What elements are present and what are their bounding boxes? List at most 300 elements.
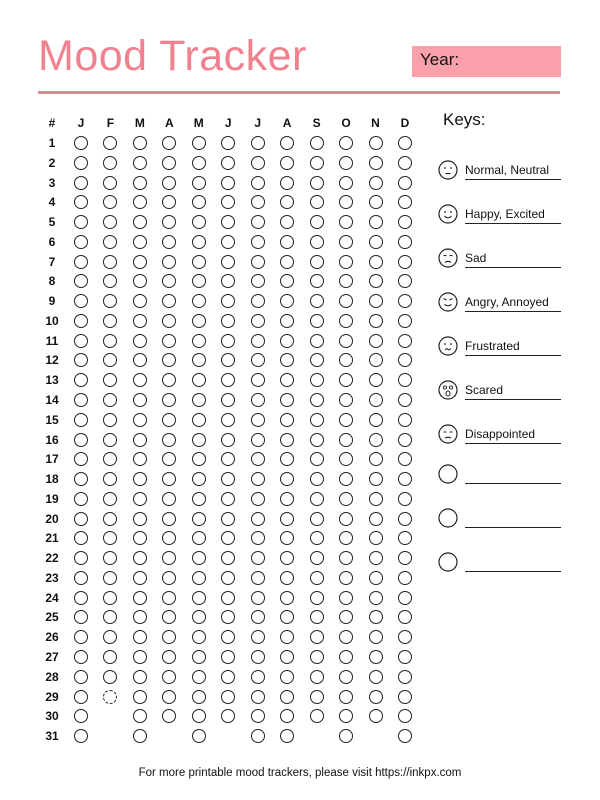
mood-cell[interactable]	[103, 294, 117, 308]
mood-cell[interactable]	[133, 353, 147, 367]
mood-cell[interactable]	[103, 591, 117, 605]
mood-cell[interactable]	[162, 334, 176, 348]
mood-cell[interactable]	[251, 413, 265, 427]
mood-cell[interactable]	[398, 294, 412, 308]
mood-cell[interactable]	[133, 492, 147, 506]
mood-cell[interactable]	[398, 531, 412, 545]
mood-cell[interactable]	[192, 314, 206, 328]
mood-cell[interactable]	[280, 373, 294, 387]
mood-cell[interactable]	[280, 136, 294, 150]
mood-cell[interactable]	[103, 531, 117, 545]
mood-cell[interactable]	[280, 235, 294, 249]
mood-cell[interactable]	[280, 353, 294, 367]
mood-cell[interactable]	[103, 176, 117, 190]
mood-cell[interactable]	[221, 433, 235, 447]
mood-cell[interactable]	[398, 591, 412, 605]
mood-cell[interactable]	[133, 136, 147, 150]
mood-cell[interactable]	[398, 472, 412, 486]
mood-cell[interactable]	[133, 176, 147, 190]
mood-cell[interactable]	[74, 235, 88, 249]
mood-cell[interactable]	[398, 630, 412, 644]
mood-cell[interactable]	[162, 195, 176, 209]
mood-cell[interactable]	[74, 393, 88, 407]
mood-cell[interactable]	[192, 630, 206, 644]
mood-cell[interactable]	[192, 571, 206, 585]
mood-cell[interactable]	[369, 393, 383, 407]
mood-cell[interactable]	[192, 610, 206, 624]
mood-cell[interactable]	[162, 353, 176, 367]
mood-cell[interactable]	[369, 294, 383, 308]
mood-cell[interactable]	[339, 353, 353, 367]
mood-cell[interactable]	[74, 571, 88, 585]
mood-cell[interactable]	[369, 472, 383, 486]
mood-cell[interactable]	[221, 591, 235, 605]
mood-cell[interactable]	[398, 610, 412, 624]
mood-cell[interactable]	[133, 433, 147, 447]
mood-cell[interactable]	[133, 472, 147, 486]
mood-cell[interactable]	[74, 630, 88, 644]
mood-cell[interactable]	[369, 650, 383, 664]
mood-cell[interactable]	[74, 670, 88, 684]
mood-cell[interactable]	[103, 452, 117, 466]
mood-cell[interactable]	[280, 255, 294, 269]
mood-cell[interactable]	[74, 690, 88, 704]
mood-cell[interactable]	[221, 690, 235, 704]
mood-cell[interactable]	[310, 512, 324, 526]
mood-cell[interactable]	[339, 334, 353, 348]
mood-cell[interactable]	[280, 294, 294, 308]
mood-cell[interactable]	[192, 136, 206, 150]
mood-cell[interactable]	[133, 512, 147, 526]
mood-cell[interactable]	[74, 610, 88, 624]
mood-cell[interactable]	[192, 551, 206, 565]
mood-cell[interactable]	[192, 156, 206, 170]
mood-cell[interactable]	[398, 195, 412, 209]
mood-cell[interactable]	[339, 274, 353, 288]
mood-cell[interactable]	[280, 571, 294, 585]
mood-cell[interactable]	[192, 670, 206, 684]
mood-cell[interactable]	[369, 176, 383, 190]
mood-cell[interactable]	[192, 274, 206, 288]
mood-cell[interactable]	[192, 472, 206, 486]
mood-cell[interactable]	[310, 571, 324, 585]
mood-cell[interactable]	[162, 176, 176, 190]
mood-cell[interactable]	[339, 136, 353, 150]
mood-cell[interactable]	[310, 433, 324, 447]
mood-cell[interactable]	[398, 215, 412, 229]
mood-cell[interactable]	[192, 512, 206, 526]
mood-cell[interactable]	[103, 393, 117, 407]
mood-cell[interactable]	[192, 235, 206, 249]
mood-cell[interactable]	[310, 630, 324, 644]
mood-cell[interactable]	[339, 433, 353, 447]
mood-cell[interactable]	[192, 294, 206, 308]
mood-cell[interactable]	[162, 551, 176, 565]
mood-cell[interactable]	[162, 393, 176, 407]
mood-cell[interactable]	[221, 610, 235, 624]
mood-cell[interactable]	[74, 353, 88, 367]
mood-cell[interactable]	[133, 314, 147, 328]
mood-cell[interactable]	[74, 176, 88, 190]
mood-cell[interactable]	[133, 195, 147, 209]
mood-cell[interactable]	[280, 670, 294, 684]
mood-cell[interactable]	[221, 413, 235, 427]
mood-cell[interactable]	[310, 472, 324, 486]
mood-cell[interactable]	[74, 512, 88, 526]
mood-cell[interactable]	[369, 591, 383, 605]
mood-cell[interactable]	[280, 195, 294, 209]
mood-cell[interactable]	[221, 334, 235, 348]
mood-cell[interactable]	[221, 136, 235, 150]
mood-cell[interactable]	[280, 393, 294, 407]
mood-cell[interactable]	[398, 571, 412, 585]
mood-cell[interactable]	[162, 531, 176, 545]
mood-cell[interactable]	[162, 610, 176, 624]
mood-cell[interactable]	[221, 393, 235, 407]
mood-cell[interactable]	[339, 314, 353, 328]
mood-cell[interactable]	[74, 413, 88, 427]
mood-cell[interactable]	[369, 136, 383, 150]
mood-cell[interactable]	[221, 215, 235, 229]
mood-cell[interactable]	[310, 353, 324, 367]
mood-cell[interactable]	[339, 195, 353, 209]
mood-cell[interactable]	[280, 531, 294, 545]
mood-cell[interactable]	[103, 472, 117, 486]
mood-cell[interactable]	[74, 709, 88, 723]
mood-cell[interactable]	[251, 215, 265, 229]
mood-cell[interactable]	[162, 630, 176, 644]
mood-cell[interactable]	[398, 452, 412, 466]
mood-cell[interactable]	[221, 274, 235, 288]
mood-cell[interactable]	[103, 610, 117, 624]
mood-cell[interactable]	[103, 215, 117, 229]
mood-cell[interactable]	[133, 156, 147, 170]
mood-cell[interactable]	[192, 650, 206, 664]
mood-cell[interactable]	[310, 591, 324, 605]
mood-cell[interactable]	[310, 393, 324, 407]
mood-cell[interactable]	[221, 492, 235, 506]
mood-cell[interactable]	[221, 512, 235, 526]
mood-cell[interactable]	[133, 334, 147, 348]
mood-cell[interactable]	[398, 373, 412, 387]
mood-cell[interactable]	[192, 176, 206, 190]
mood-cell[interactable]	[221, 531, 235, 545]
mood-cell[interactable]	[251, 255, 265, 269]
mood-cell[interactable]	[310, 670, 324, 684]
mood-cell[interactable]	[133, 413, 147, 427]
mood-cell[interactable]	[251, 610, 265, 624]
mood-cell[interactable]	[251, 670, 265, 684]
mood-cell[interactable]	[251, 452, 265, 466]
mood-cell[interactable]	[369, 512, 383, 526]
mood-cell[interactable]	[251, 690, 265, 704]
mood-cell[interactable]	[162, 433, 176, 447]
mood-cell[interactable]	[74, 314, 88, 328]
mood-cell[interactable]	[192, 452, 206, 466]
mood-cell[interactable]	[280, 630, 294, 644]
mood-cell[interactable]	[369, 531, 383, 545]
mood-cell[interactable]	[103, 274, 117, 288]
mood-cell[interactable]	[133, 452, 147, 466]
mood-cell[interactable]	[74, 452, 88, 466]
mood-cell[interactable]	[162, 294, 176, 308]
mood-cell[interactable]	[369, 274, 383, 288]
mood-cell[interactable]	[251, 235, 265, 249]
mood-cell[interactable]	[339, 393, 353, 407]
mood-cell[interactable]	[221, 314, 235, 328]
mood-cell[interactable]	[103, 255, 117, 269]
mood-cell[interactable]	[310, 255, 324, 269]
mood-cell[interactable]	[310, 235, 324, 249]
mood-cell[interactable]	[339, 551, 353, 565]
mood-cell[interactable]	[221, 294, 235, 308]
mood-cell[interactable]	[162, 709, 176, 723]
mood-cell[interactable]	[162, 670, 176, 684]
mood-cell[interactable]	[251, 709, 265, 723]
mood-cell[interactable]	[74, 650, 88, 664]
mood-cell[interactable]	[192, 729, 206, 743]
mood-cell[interactable]	[280, 591, 294, 605]
mood-cell[interactable]	[398, 274, 412, 288]
mood-cell[interactable]	[339, 413, 353, 427]
mood-cell[interactable]	[74, 255, 88, 269]
mood-cell[interactable]	[133, 650, 147, 664]
mood-cell[interactable]	[369, 373, 383, 387]
mood-cell[interactable]	[221, 670, 235, 684]
mood-cell[interactable]	[310, 413, 324, 427]
mood-cell[interactable]	[398, 690, 412, 704]
mood-cell[interactable]	[280, 709, 294, 723]
mood-cell[interactable]	[310, 610, 324, 624]
mood-cell[interactable]	[133, 670, 147, 684]
mood-cell[interactable]	[192, 373, 206, 387]
mood-cell[interactable]	[398, 314, 412, 328]
mood-cell[interactable]	[221, 353, 235, 367]
mood-cell[interactable]	[398, 492, 412, 506]
mood-cell[interactable]	[251, 195, 265, 209]
mood-cell[interactable]	[162, 255, 176, 269]
mood-cell[interactable]	[369, 195, 383, 209]
mood-cell[interactable]	[280, 156, 294, 170]
mood-cell[interactable]	[74, 294, 88, 308]
mood-cell[interactable]	[221, 452, 235, 466]
mood-cell[interactable]	[251, 512, 265, 526]
mood-cell[interactable]	[339, 650, 353, 664]
mood-cell[interactable]	[133, 690, 147, 704]
mood-cell[interactable]	[398, 393, 412, 407]
mood-cell[interactable]	[251, 274, 265, 288]
mood-cell[interactable]	[133, 215, 147, 229]
mood-cell[interactable]	[221, 472, 235, 486]
mood-cell[interactable]	[310, 176, 324, 190]
mood-cell[interactable]	[133, 274, 147, 288]
mood-cell[interactable]	[310, 373, 324, 387]
mood-cell[interactable]	[74, 215, 88, 229]
mood-cell[interactable]	[192, 215, 206, 229]
mood-cell[interactable]	[192, 690, 206, 704]
mood-cell[interactable]	[339, 531, 353, 545]
mood-cell[interactable]	[192, 334, 206, 348]
mood-cell[interactable]	[162, 136, 176, 150]
mood-cell[interactable]	[310, 195, 324, 209]
mood-cell[interactable]	[310, 274, 324, 288]
mood-cell[interactable]	[339, 610, 353, 624]
mood-cell[interactable]	[251, 314, 265, 328]
mood-cell[interactable]	[221, 235, 235, 249]
mood-cell[interactable]	[251, 176, 265, 190]
mood-cell[interactable]	[398, 235, 412, 249]
mood-cell[interactable]	[221, 176, 235, 190]
mood-cell[interactable]	[103, 314, 117, 328]
mood-cell[interactable]	[369, 492, 383, 506]
mood-cell[interactable]	[369, 156, 383, 170]
mood-cell[interactable]	[369, 690, 383, 704]
mood-cell[interactable]	[251, 630, 265, 644]
mood-cell[interactable]	[133, 294, 147, 308]
mood-cell[interactable]	[133, 393, 147, 407]
mood-cell[interactable]	[310, 156, 324, 170]
mood-cell[interactable]	[221, 255, 235, 269]
mood-cell[interactable]	[103, 630, 117, 644]
mood-cell[interactable]	[133, 709, 147, 723]
mood-cell[interactable]	[103, 571, 117, 585]
mood-cell[interactable]	[192, 393, 206, 407]
mood-cell[interactable]	[133, 531, 147, 545]
mood-cell[interactable]	[74, 729, 88, 743]
mood-cell[interactable]	[339, 709, 353, 723]
mood-cell[interactable]	[369, 630, 383, 644]
mood-cell[interactable]	[369, 255, 383, 269]
mood-cell[interactable]	[280, 650, 294, 664]
mood-cell[interactable]	[74, 195, 88, 209]
mood-cell[interactable]	[192, 591, 206, 605]
mood-cell[interactable]	[74, 591, 88, 605]
mood-cell[interactable]	[310, 334, 324, 348]
mood-cell[interactable]	[398, 709, 412, 723]
mood-cell[interactable]	[221, 551, 235, 565]
mood-cell[interactable]	[310, 452, 324, 466]
mood-cell[interactable]	[369, 235, 383, 249]
mood-cell[interactable]	[103, 334, 117, 348]
mood-cell[interactable]	[103, 670, 117, 684]
mood-cell[interactable]	[398, 670, 412, 684]
mood-cell[interactable]	[251, 353, 265, 367]
mood-cell[interactable]	[162, 373, 176, 387]
mood-cell[interactable]	[133, 729, 147, 743]
mood-cell[interactable]	[369, 433, 383, 447]
mood-cell[interactable]	[251, 650, 265, 664]
mood-cell[interactable]	[162, 690, 176, 704]
mood-cell[interactable]	[251, 433, 265, 447]
mood-cell[interactable]	[162, 472, 176, 486]
mood-cell[interactable]	[74, 156, 88, 170]
mood-cell[interactable]	[133, 591, 147, 605]
mood-cell[interactable]	[251, 729, 265, 743]
mood-cell[interactable]	[221, 195, 235, 209]
mood-cell[interactable]	[74, 373, 88, 387]
mood-cell[interactable]	[103, 413, 117, 427]
mood-cell[interactable]	[369, 571, 383, 585]
mood-cell[interactable]	[74, 433, 88, 447]
mood-cell[interactable]	[162, 591, 176, 605]
mood-cell[interactable]	[369, 452, 383, 466]
mood-cell[interactable]	[192, 433, 206, 447]
mood-cell[interactable]	[310, 709, 324, 723]
mood-cell[interactable]	[339, 294, 353, 308]
mood-cell[interactable]	[310, 294, 324, 308]
mood-cell[interactable]	[339, 215, 353, 229]
mood-cell[interactable]	[339, 512, 353, 526]
mood-cell[interactable]	[398, 255, 412, 269]
mood-cell[interactable]	[398, 413, 412, 427]
mood-cell[interactable]	[310, 314, 324, 328]
mood-cell[interactable]	[280, 492, 294, 506]
mood-cell[interactable]	[280, 314, 294, 328]
mood-cell[interactable]	[280, 610, 294, 624]
mood-cell[interactable]	[280, 512, 294, 526]
mood-cell[interactable]	[192, 413, 206, 427]
mood-cell[interactable]	[280, 274, 294, 288]
mood-cell[interactable]	[103, 433, 117, 447]
mood-cell[interactable]	[310, 492, 324, 506]
mood-cell[interactable]	[369, 551, 383, 565]
mood-cell[interactable]	[221, 709, 235, 723]
mood-cell[interactable]	[280, 472, 294, 486]
mood-cell[interactable]	[74, 136, 88, 150]
mood-cell[interactable]	[280, 215, 294, 229]
mood-cell[interactable]	[192, 255, 206, 269]
mood-cell[interactable]	[339, 591, 353, 605]
mood-cell[interactable]	[162, 512, 176, 526]
mood-cell[interactable]	[251, 373, 265, 387]
mood-cell[interactable]	[162, 492, 176, 506]
mood-cell[interactable]	[398, 433, 412, 447]
mood-cell[interactable]	[103, 195, 117, 209]
mood-cell[interactable]	[74, 274, 88, 288]
mood-cell[interactable]	[339, 472, 353, 486]
mood-cell[interactable]	[339, 729, 353, 743]
mood-cell[interactable]	[74, 334, 88, 348]
mood-cell[interactable]	[251, 591, 265, 605]
mood-cell[interactable]	[221, 571, 235, 585]
mood-cell[interactable]	[398, 334, 412, 348]
mood-cell[interactable]	[369, 610, 383, 624]
mood-cell[interactable]	[103, 551, 117, 565]
mood-cell[interactable]	[339, 156, 353, 170]
mood-cell[interactable]	[280, 551, 294, 565]
mood-cell[interactable]	[133, 373, 147, 387]
mood-cell[interactable]	[221, 373, 235, 387]
mood-cell[interactable]	[280, 729, 294, 743]
mood-cell[interactable]	[103, 353, 117, 367]
mood-cell[interactable]	[339, 176, 353, 190]
mood-cell[interactable]	[251, 136, 265, 150]
mood-cell[interactable]	[369, 413, 383, 427]
mood-cell[interactable]	[369, 353, 383, 367]
mood-cell[interactable]	[339, 235, 353, 249]
mood-cell[interactable]	[280, 452, 294, 466]
mood-cell[interactable]	[310, 136, 324, 150]
mood-cell[interactable]	[103, 650, 117, 664]
mood-cell[interactable]	[251, 156, 265, 170]
mood-cell[interactable]	[162, 571, 176, 585]
mood-cell[interactable]	[162, 156, 176, 170]
mood-cell[interactable]	[162, 314, 176, 328]
mood-cell[interactable]	[369, 670, 383, 684]
mood-cell[interactable]	[192, 492, 206, 506]
mood-cell[interactable]	[251, 492, 265, 506]
mood-cell[interactable]	[133, 571, 147, 585]
